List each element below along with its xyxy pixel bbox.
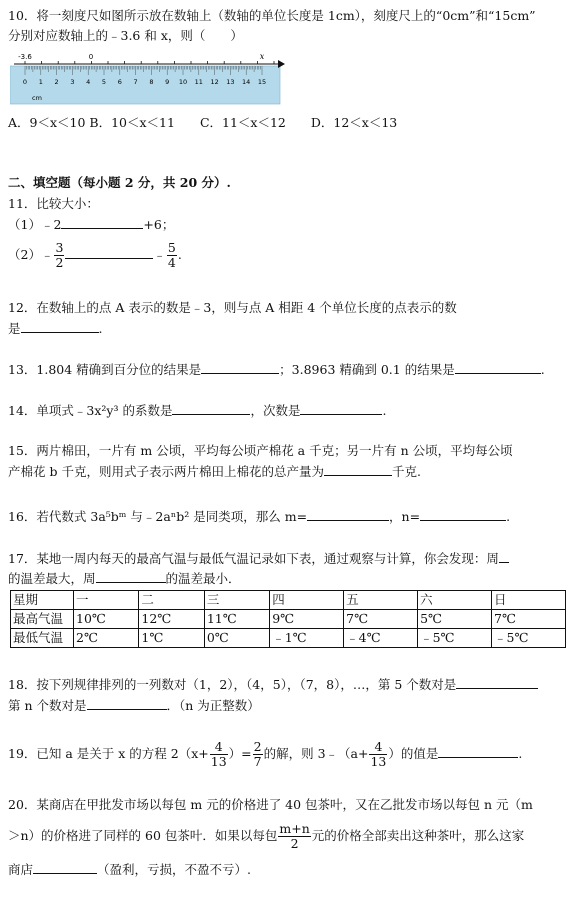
table-cell: 三 (204, 591, 269, 610)
q14-blank1[interactable] (172, 402, 250, 415)
q12-line1: 12．在数轴上的点 A 表示的数是﹣3，则与点 A 相距 4 个单位长度的点表示的数 (8, 300, 457, 315)
table-cell: 五 (344, 591, 418, 610)
table-cell: 7℃ (344, 610, 418, 629)
ruler-number: 5 (101, 78, 107, 86)
q17-line2: 的温差最大，周 的温差最小． (8, 571, 241, 586)
q17-blank2[interactable] (96, 570, 166, 583)
table-cell: 12℃ (139, 610, 204, 629)
q15-blank[interactable] (324, 463, 392, 476)
q20-line2: ＞n）的价格进了同样的 60 包茶叶．如果以每包 $\frac{m+n}{2}$ 元的价格全部卖出这种茶叶，那么这家 (8, 821, 525, 851)
q15-line1: 15．两片棉田，一片有 m 公顷，平均每公顷产棉花 a 千克；另一片有 n 公顷，平均每公顷 (8, 443, 513, 458)
table-cell: 0℃ (204, 629, 269, 648)
q10-options: A．9＜x＜10 B．10＜x＜11 C．11＜x＜12 D．12＜x＜13 (8, 115, 398, 130)
q11-p2-mid: ﹣ (153, 247, 166, 262)
table-row (11, 629, 566, 648)
ruler-number: 6 (117, 78, 122, 86)
q19-line: 19．已知 a 是关于 x 的方程 2（x+ $\frac{4}{13}$ ）= $\frac{2}{7}$ 的解，则 3﹣（a+ $\frac{4}{13}$ ）的值是 . (8, 739, 523, 769)
q11-fraction1: $\frac{3}{2}$ (55, 240, 64, 270)
q14-line: 14．单项式﹣3x²y³ 的系数是 ，次数是 . (8, 403, 387, 418)
q18-line1: 18．按下列规律排列的一列数对（1，2），（4，5），（7，8），…，第 5 个数对是 (8, 676, 538, 693)
axis-label-neg3.6: -3.6 (18, 53, 32, 61)
ruler-number: 14 (242, 78, 251, 86)
q11-blank1[interactable] (61, 216, 143, 229)
q11-part1 (8, 216, 174, 233)
q11-part2: （2）﹣ $\frac{3}{2}$ ﹣ $\frac{5}{4}$ . (8, 240, 182, 270)
q11-p1-left: （1）﹣2 (8, 217, 62, 232)
table-cell: 六 (418, 591, 492, 610)
q20-line1: 20．某商店在甲批发市场以每包 m 元的价格进了 40 包茶叶，又在乙批发市场以每包 n 元（m (8, 797, 533, 812)
table-header-row (11, 591, 566, 610)
table-cell: 四 (270, 591, 344, 610)
q11-fraction2: $\frac{5}{4}$ (167, 240, 176, 270)
q13-line: 13．1.804 精确到百分位的结果是 ；3.8963 精确到 0.1 的结果是 . (8, 362, 545, 377)
q11-title: 11．比较大小： (8, 196, 99, 211)
q16-line: 16．若代数式 3a⁵bᵐ 与﹣2aⁿb² 是同类项，那么 m= ，n= . (8, 509, 511, 524)
table-row (11, 610, 566, 629)
table-cell: 最高气温 (11, 610, 74, 629)
ruler-number: 3 (70, 78, 75, 86)
q16-blank1[interactable] (307, 508, 389, 521)
q19-fraction2: $\frac{2}{7}$ (253, 739, 262, 769)
table-cell: 1℃ (139, 629, 204, 648)
axis-label-x: x (259, 52, 265, 61)
table-cell: 10℃ (74, 610, 139, 629)
table-cell: 9℃ (270, 610, 344, 629)
q19-fraction3: $\frac{4}{13}$ (370, 739, 387, 769)
q11-p2-label: （2）﹣ (8, 247, 54, 262)
table-cell: ﹣5℃ (492, 629, 566, 648)
ruler-number: 0 (22, 78, 28, 86)
table-cell: 11℃ (204, 610, 269, 629)
q15-line2: 产棉花 b 千克，则用式子表示两片棉田上棉花的总产量为 千克. (8, 464, 421, 479)
section2-title: 二、填空题（每小题 2 分，共 20 分）. (8, 175, 231, 190)
ruler-number: 15 (257, 78, 267, 86)
table-cell: ﹣1℃ (270, 629, 344, 648)
ruler-number: 2 (54, 78, 59, 86)
ruler-number: 11 (194, 78, 203, 86)
q12-blank[interactable] (21, 320, 99, 333)
q13-blank2[interactable] (455, 361, 541, 374)
table-cell: ﹣5℃ (418, 629, 492, 648)
ruler-number: 10 (178, 78, 188, 86)
q20-blank[interactable] (33, 861, 97, 874)
ruler-number: 7 (133, 78, 138, 86)
q18-blank2[interactable] (87, 697, 167, 710)
ruler-number: 8 (149, 78, 154, 86)
temperature-table (10, 590, 566, 648)
q19-fraction1: $\frac{4}{13}$ (210, 739, 227, 769)
q17-blank1[interactable] (499, 550, 509, 563)
table-cell: 二 (139, 591, 204, 610)
q20-fraction: $\frac{m+n}{2}$ (279, 821, 310, 851)
q14-blank2[interactable] (300, 402, 382, 415)
ruler-number: 12 (210, 78, 219, 86)
q17-line1: 17．某地一周内每天的最高气温与最低气温记录如下表，通过观察与计算，你会发现：周 (8, 550, 509, 567)
table-cell: 日 (492, 591, 566, 610)
table-cell: 星期 (11, 591, 74, 610)
q12-line2: 是 . (8, 321, 103, 336)
q18-blank1[interactable] (456, 676, 538, 689)
axis-label-0: 0 (88, 53, 94, 61)
q19-blank[interactable] (438, 745, 518, 758)
ruler-number: 1 (38, 78, 43, 86)
table-cell: 7℃ (492, 610, 566, 629)
q20-line3: 商店 （盈利，亏损，不盈不亏）. (8, 862, 251, 877)
table-cell: 5℃ (418, 610, 492, 629)
ruler-unit: cm (32, 94, 42, 102)
table-cell: 2℃ (74, 629, 139, 648)
q11-blank2[interactable] (65, 246, 153, 259)
ruler-figure (10, 50, 285, 106)
q13-blank1[interactable] (201, 361, 279, 374)
table-cell: ﹣4℃ (344, 629, 418, 648)
ruler-number: 13 (226, 78, 235, 86)
q16-blank2[interactable] (420, 508, 506, 521)
ruler-number: 9 (165, 78, 170, 86)
ruler-number: 4 (86, 78, 91, 86)
q18-line2: 第 n 个数对是 ．（n 为正整数） (8, 698, 260, 713)
table-cell: 一 (74, 591, 139, 610)
q10-line2: 分别对应数轴上的﹣3.6 和 x，则（ ） (8, 28, 243, 43)
q10-line1: 10．将一刻度尺如图所示放在数轴上（数轴的单位长度是 1cm），刻度尺上的“0cm”和“15cm” (8, 8, 536, 23)
q11-p1-right: +6； (143, 217, 175, 232)
table-cell: 最低气温 (11, 629, 74, 648)
